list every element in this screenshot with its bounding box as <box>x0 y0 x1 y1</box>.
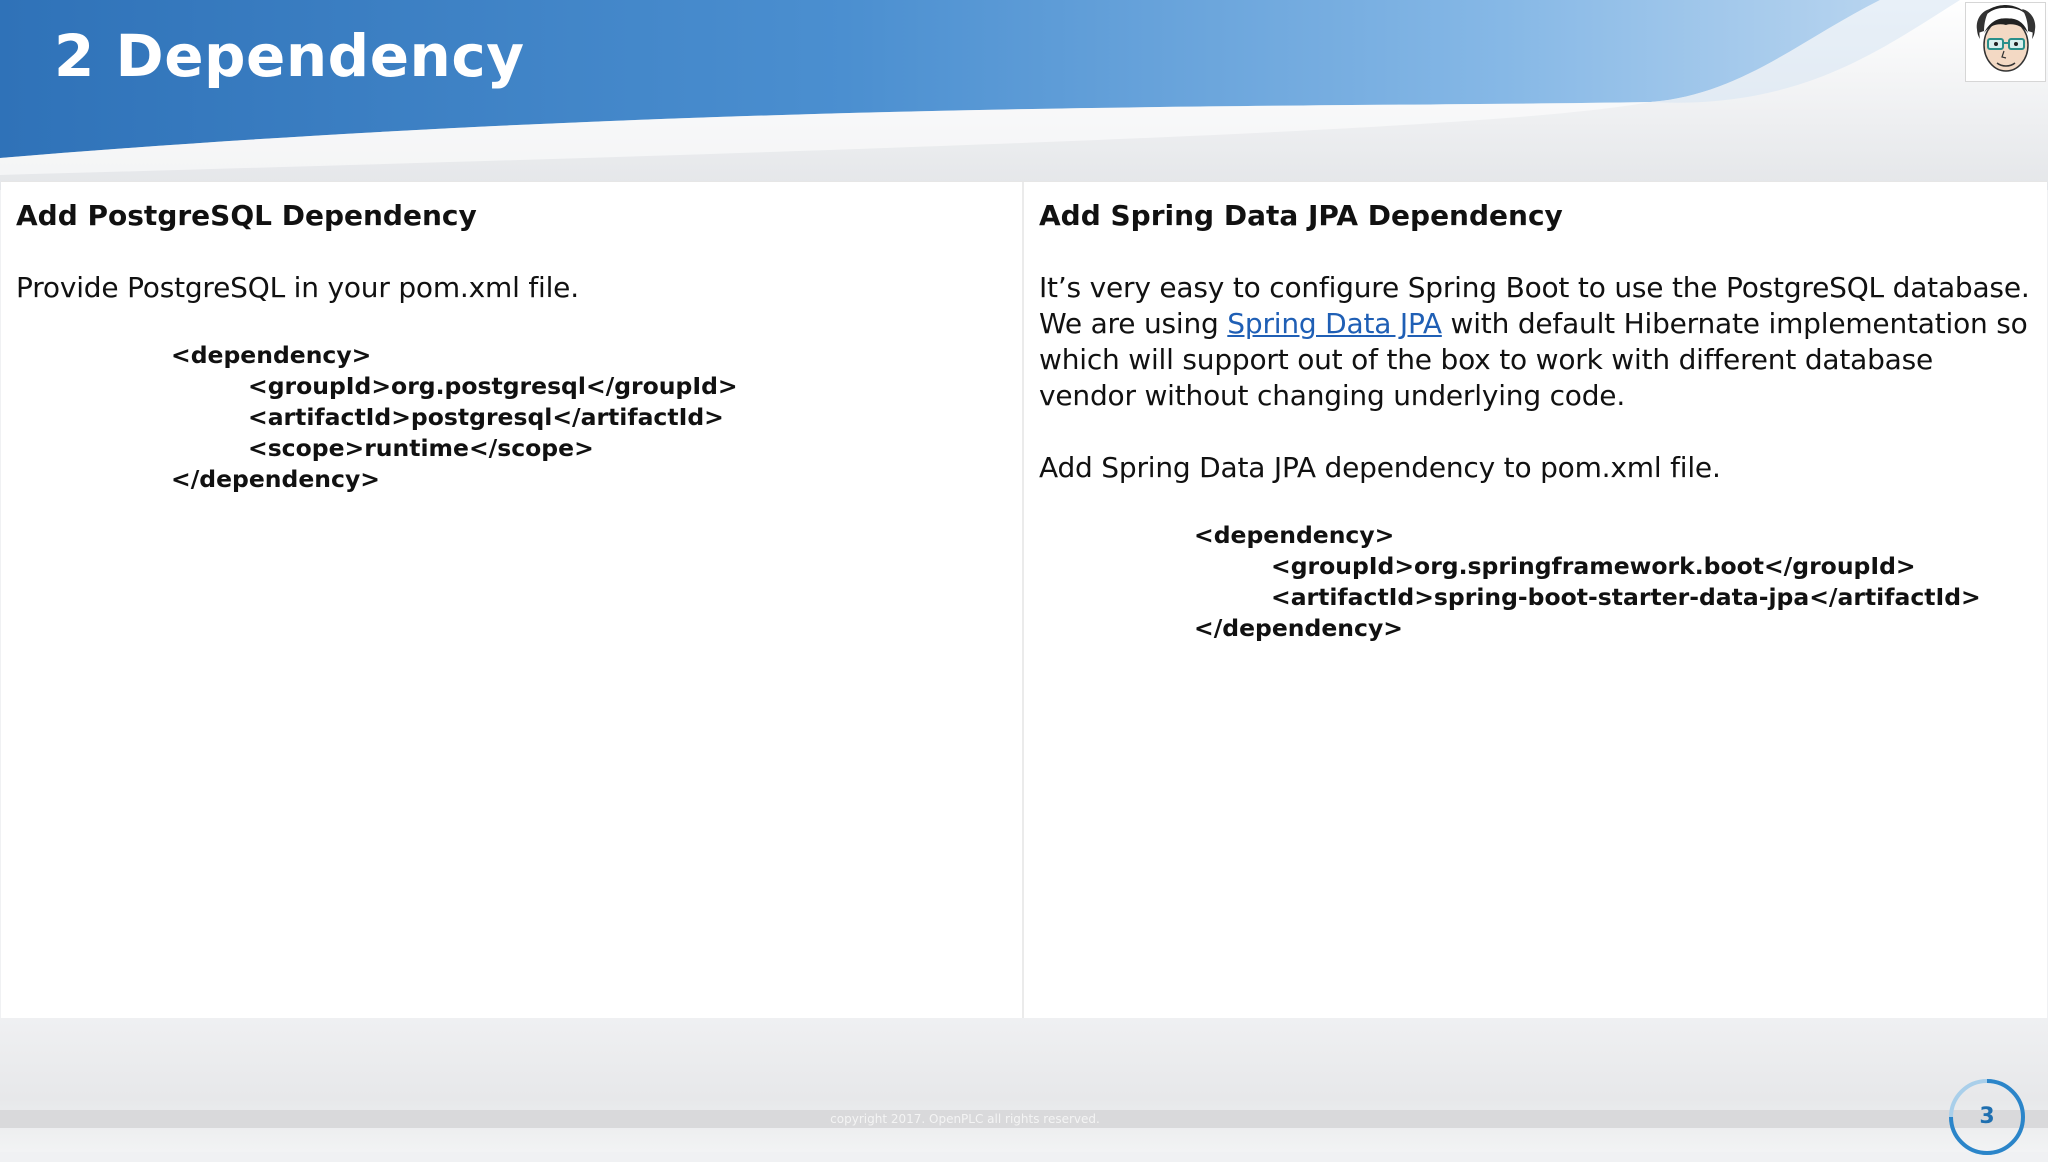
code-line: <scope>runtime</scope> <box>248 434 594 462</box>
cartoon-face-avatar-icon <box>1965 2 2046 82</box>
slide-content <box>1 181 2047 1020</box>
code-line: <dependency> <box>1194 521 1395 549</box>
slide-header <box>0 0 2048 190</box>
spring-data-jpa-link[interactable]: Spring Data JPA <box>1227 307 1442 340</box>
right-para1-before-link: We are using <box>1039 307 1228 340</box>
right-paragraph-1 <box>1039 270 2032 414</box>
right-paragraph-2: Add Spring Data JPA dependency to pom.xml file. <box>1039 451 1721 484</box>
code-line: <artifactId>spring-boot-starter-data-jpa</artifactId> <box>1271 583 1981 611</box>
left-column <box>1 182 1024 1019</box>
left-intro: Provide PostgreSQL in your pom.xml file. <box>16 271 579 304</box>
page-number: 3 <box>1979 1104 1995 1129</box>
right-column <box>1024 182 2047 1019</box>
right-para1-after-link: with default Hibernate implementation so which will support out of the box to work with different database vendor without changing underlying code. <box>1039 307 2028 412</box>
page-title: 2 Dependency <box>54 22 525 90</box>
footer-band <box>0 1018 2048 1152</box>
code-line: <groupId>org.postgresql</groupId> <box>248 372 738 400</box>
copyright-text: copyright 2017. OpenPLC all rights reserved. <box>830 1112 1100 1126</box>
left-heading: Add PostgreSQL Dependency <box>16 199 477 232</box>
postgresql-code-block <box>171 340 1007 495</box>
right-heading: Add Spring Data JPA Dependency <box>1039 199 1563 232</box>
spring-jpa-code-block <box>1194 520 2032 644</box>
page-number-badge <box>1946 1076 2028 1158</box>
code-line: <groupId>org.springframework.boot</groupId> <box>1271 552 1916 580</box>
code-line: <dependency> <box>171 341 372 369</box>
code-line: </dependency> <box>171 465 380 493</box>
right-para1-line1: It’s very easy to configure Spring Boot to use the PostgreSQL database. <box>1039 271 2030 304</box>
code-line: </dependency> <box>1194 614 1403 642</box>
code-line: <artifactId>postgresql</artifactId> <box>248 403 724 431</box>
